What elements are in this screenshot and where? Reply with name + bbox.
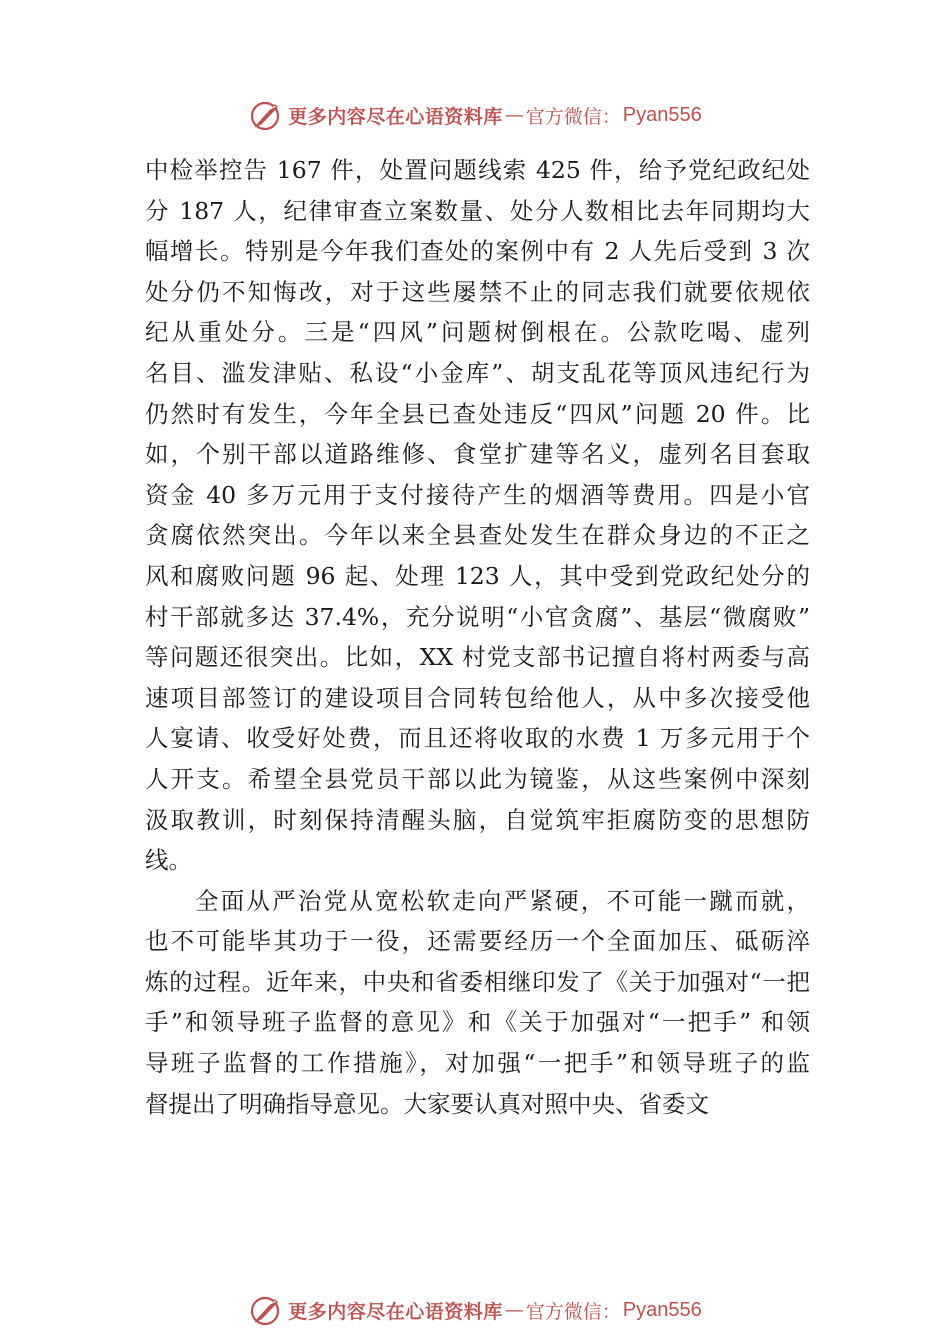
text-line: 幅增长。特别是今年我们查处的案例中有 2 人先后受到 3 次 (145, 237, 810, 266)
watermark-sub-text: 官方微信： (525, 105, 621, 128)
text-line: 督提出了明确指导意见。大家要认真对照中央、省委文 (145, 1089, 709, 1118)
text-line: 炼的过程。近年来，中央和省委相继印发了《关于加强对“一把 (145, 967, 810, 996)
paragraph-1 (145, 150, 810, 881)
text-line: 分 187 人，纪律审查立案数量、处分人数相比去年同期均大 (145, 196, 810, 225)
text-line: 线。 (145, 846, 192, 875)
text-line: 仍然时有发生，今年全县已查处违反“四风”问题 20 件。比 (145, 399, 810, 428)
text-line: 人宴请、收受好处费，而且还将收取的水费 1 万多元用于个 (145, 724, 810, 753)
paragraph-2 (145, 881, 810, 1125)
watermark-dash: — (504, 1299, 524, 1321)
text-line: 也不可能毕其功于一役，还需要经历一个全面加压、砥砺淬 (145, 927, 810, 956)
watermark-sub-text: 官方微信： (525, 1300, 621, 1323)
watermark-wechat-id: Pyan556 (622, 103, 702, 126)
text-line: 中检举控告 167 件，处置问题线索 425 件，给予党纪政纪处 (145, 156, 810, 184)
quill-logo-icon (248, 97, 284, 133)
header-watermark (0, 95, 950, 135)
text-line: 人开支。希望全县党员干部以此为镜鉴，从这些案例中深刻 (145, 764, 810, 793)
text-line: 处分仍不知悔改，对于这些屡禁不止的同志我们就要依规依 (145, 277, 810, 306)
text-line: 汲取教训，时刻保持清醒头脑，自觉筑牢拒腐防变的思想防 (145, 805, 810, 834)
text-line: 全面从严治党从宽松软走向严紧硬，不可能一蹴而就， (195, 886, 810, 915)
text-line: 贪腐依然突出。今年以来全县查处发生在群众身边的不正之 (145, 521, 810, 550)
watermark-main-text: 更多内容尽在心语资料库 (288, 1300, 503, 1323)
quill-logo-icon (248, 1292, 284, 1328)
footer-watermark (0, 1290, 950, 1330)
watermark-wechat-id: Pyan556 (622, 1298, 702, 1321)
watermark-dash: — (504, 104, 524, 126)
text-line: 名目、滥发津贴、私设“小金库”、胡支乱花等顶风违纪行为 (145, 358, 810, 387)
text-line: 导班子监督的工作措施》，对加强“一把手”和领导班子的监 (145, 1049, 810, 1078)
text-line: 手”和领导班子监督的意见》和《关于加强对“一把手” 和领 (145, 1008, 810, 1037)
watermark-main-text: 更多内容尽在心语资料库 (288, 105, 503, 128)
text-line: 村干部就多达 37.4%，充分说明“小官贪腐”、基层“微腐败” (145, 602, 810, 631)
text-line: 速项目部签订的建设项目合同转包给他人，从中多次接受他 (145, 683, 810, 712)
document-body (145, 150, 810, 1124)
text-line: 资金 40 多万元用于支付接待产生的烟酒等费用。四是小官 (145, 480, 810, 509)
text-line: 如，个别干部以道路维修、食堂扩建等名义，虚列名目套取 (145, 440, 810, 469)
text-line: 风和腐败问题 96 起、处理 123 人，其中受到党政纪处分的 (145, 561, 810, 590)
text-line: 纪从重处分。三是“四风”问题树倒根在。公款吃喝、虚列 (145, 318, 810, 347)
text-line: 等问题还很突出。比如，XX 村党支部书记擅自将村两委与高 (145, 643, 810, 672)
